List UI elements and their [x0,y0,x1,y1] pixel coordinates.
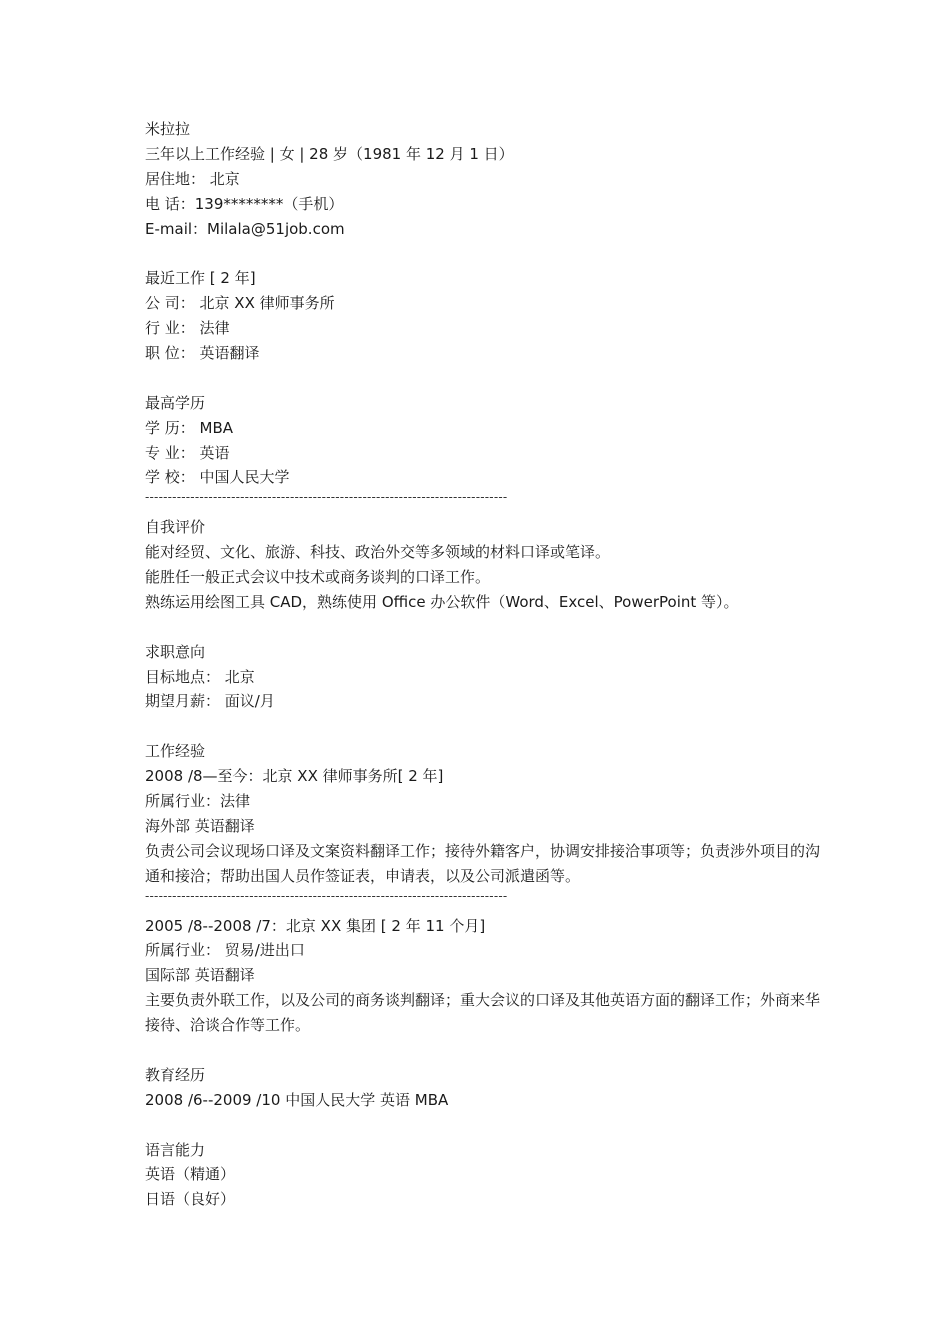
self-eval-line: 能胜任一般正式会议中技术或商务谈判的口译工作。 [145,568,491,587]
top-education-school: 学 校： 中国人民大学 [145,468,290,487]
job-dept: 海外部 英语翻译 [145,816,255,835]
spacer [145,1113,825,1138]
job-dept: 国际部 英语翻译 [145,966,255,985]
recent-job-industry: 行 业： 法律 [145,319,230,338]
recent-job-position: 职 位： 英语翻译 [145,344,260,363]
job-description: 主要负责外联工作，以及公司的商务谈判翻译；重大会议的口译及其他英语方面的翻译工作；外商来华接待、洽谈合作等工作。 [145,991,821,1035]
spacer [145,615,825,640]
languages-heading: 语言能力 [145,1140,206,1159]
residence: 居住地： 北京 [145,169,240,188]
resume-document [145,117,825,1212]
language-item: 英语（精通） [145,1165,236,1184]
job-description: 负责公司会议现场口译及文案资料翻译工作；接待外籍客户，协调安排接洽事项等；负责涉外项目的沟通和接洽；帮助出国人员作签证表，申请表，以及公司派遣函等。 [145,841,821,885]
self-eval-line: 熟练运用绘图工具 CAD，熟练使用 Office 办公软件（Word、Excel、PowerPoint 等）。 [145,592,739,611]
job-period: 2005 /8--2008 /7：北京 XX 集团 [ 2 年 11 个月] [145,916,486,935]
section-divider: -------------------------------------------------------------------------------- [145,888,508,903]
spacer [145,1038,825,1063]
job-period: 2008 /8—至今：北京 XX 律师事务所[ 2 年] [145,767,444,786]
email: E-mail：Milala@51job.com [145,219,345,238]
job-intent-salary: 期望月薪： 面议/月 [145,692,275,711]
language-item: 日语（良好） [145,1190,236,1209]
recent-job-heading: 最近工作 [ 2 年] [145,269,256,288]
job-industry: 所属行业：法律 [145,792,251,811]
job-intent-heading: 求职意向 [145,642,206,661]
education-heading: 教育经历 [145,1065,206,1084]
spacer [145,714,825,739]
top-education-major: 专 业： 英语 [145,443,230,462]
spacer [145,366,825,391]
work-experience-heading: 工作经验 [145,742,206,761]
self-eval-heading: 自我评价 [145,518,206,537]
job-intent-location: 目标地点： 北京 [145,667,255,686]
candidate-name: 米拉拉 [145,120,191,138]
recent-job-company: 公 司： 北京 XX 律师事务所 [145,294,335,313]
self-eval-line: 能对经贸、文化、旅游、科技、政治外交等多领域的材料口译或笔译。 [145,543,611,562]
education-entry: 2008 /6--2009 /10 中国人民大学 英语 MBA [145,1090,449,1109]
job-industry: 所属行业： 贸易/进出口 [145,941,305,960]
profile-summary: 三年以上工作经验 | 女 | 28 岁（1981 年 12 月 1 日） [145,144,514,163]
section-divider: -------------------------------------------------------------------------------- [145,490,508,505]
top-education-heading: 最高学历 [145,393,206,412]
spacer [145,241,825,266]
phone: 电 话：139********（手机） [145,194,344,213]
top-education-degree: 学 历： MBA [145,418,234,437]
